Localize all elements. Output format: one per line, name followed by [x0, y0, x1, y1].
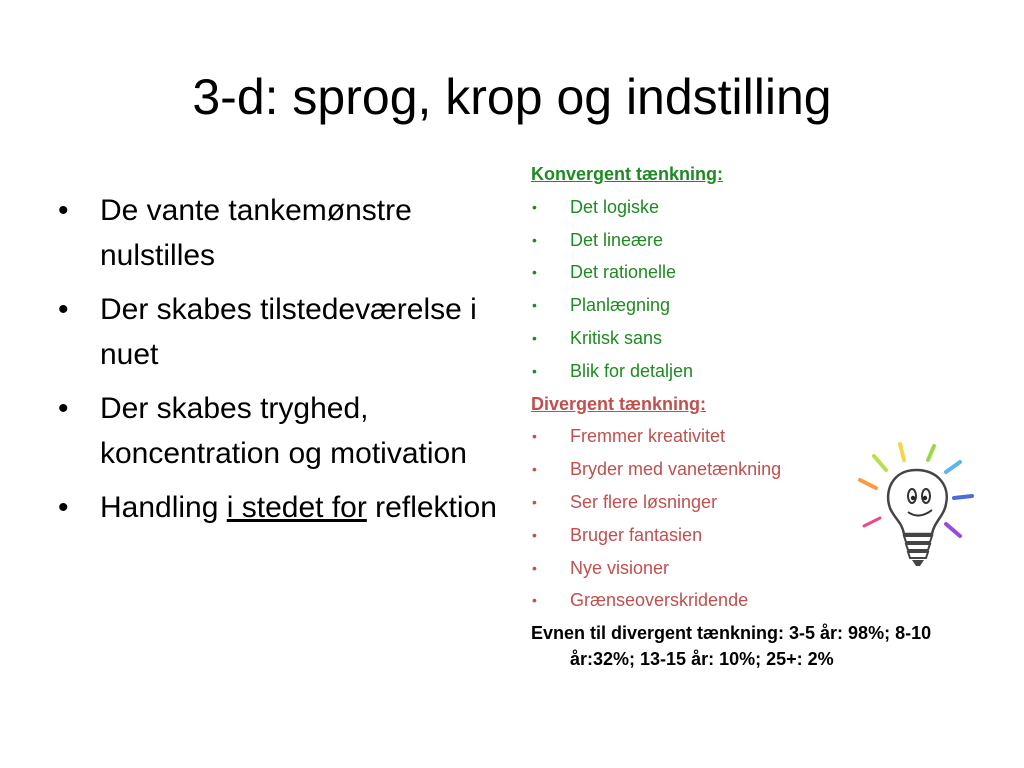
list-item-text: Bryder med vanetænkning — [570, 459, 782, 480]
bullet-text-underlined: i stedet for — [226, 491, 367, 524]
bullet-icon: • — [532, 198, 537, 215]
bullet-icon: • — [532, 231, 537, 248]
bullet-text: Der skabes tilstedeværelse i nuet — [100, 293, 477, 371]
lightbulb-cartoon-icon — [846, 440, 1006, 580]
divergent-heading: Divergent tænkning: — [531, 393, 707, 414]
bullet-icon: • — [532, 297, 537, 314]
list-item-text: Bruger fantasien — [570, 524, 703, 545]
slide-title: 3-d: sprog, krop og indstilling — [192, 69, 832, 125]
list-item — [531, 584, 971, 617]
list-item — [531, 256, 971, 289]
bullet-icon: • — [532, 329, 537, 346]
bullet-item — [58, 485, 498, 530]
list-item-text: Grænseoverskridende — [570, 590, 749, 611]
list-item-text: Blik for detaljen — [570, 360, 694, 381]
divergent-ability-note: Evnen til divergent tænkning: 3-5 år: 98%; 8-10 år:32%; 13-15 år: 10%; 25+: 2% — [531, 623, 932, 670]
bullet-icon: • — [532, 461, 537, 478]
bullet-icon: • — [58, 491, 69, 524]
list-item — [531, 289, 971, 322]
list-item-text: Det logiske — [570, 196, 660, 217]
main-bullet-list — [58, 188, 498, 539]
bullet-icon: • — [532, 428, 537, 445]
bullet-icon: • — [532, 526, 537, 543]
bullet-icon: • — [532, 559, 537, 576]
thinking-types-panel — [531, 158, 971, 672]
list-item — [531, 355, 971, 388]
list-item-text: Nye visioner — [570, 557, 670, 578]
convergent-list — [531, 191, 971, 388]
list-item-text: Planlægning — [570, 295, 671, 316]
bullet-text: De vante tankemønstre nulstilles — [100, 194, 412, 272]
bullet-icon: • — [532, 592, 537, 609]
convergent-heading: Konvergent tænkning: — [531, 164, 723, 184]
list-item-text: Ser flere løsninger — [570, 491, 718, 512]
list-item-text: Kritisk sans — [570, 327, 663, 348]
bullet-item — [58, 287, 498, 377]
bullet-icon: • — [58, 392, 69, 425]
list-item-text: Det rationelle — [570, 262, 677, 283]
bullet-text-prefix: Handling — [100, 491, 227, 524]
bullet-icon: • — [58, 293, 69, 326]
bullet-text-suffix: reflektion — [366, 491, 497, 524]
bullet-icon: • — [58, 194, 69, 227]
list-item-text: Det lineære — [570, 229, 664, 250]
list-item — [531, 191, 971, 224]
bullet-item — [58, 188, 498, 278]
bullet-text: Der skabes tryghed, koncentration og motivation — [100, 392, 467, 470]
list-item-text: Fremmer kreativitet — [570, 426, 726, 447]
bullet-icon: • — [532, 493, 537, 510]
list-item — [531, 224, 971, 257]
bullet-item — [58, 386, 498, 476]
list-item — [531, 322, 971, 355]
bullet-icon: • — [532, 264, 537, 281]
bullet-icon: • — [532, 362, 537, 379]
